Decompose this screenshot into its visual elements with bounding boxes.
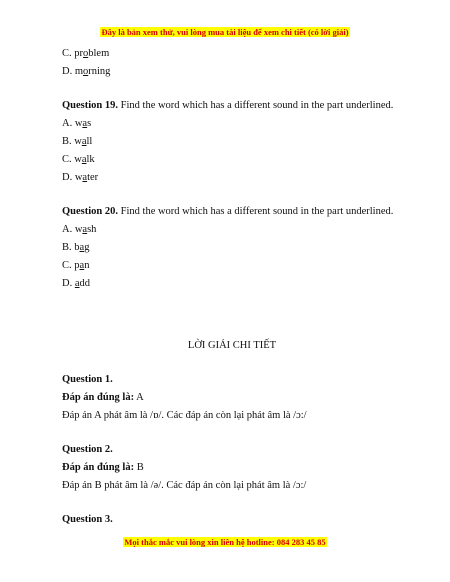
option-line: A. was [62,118,92,129]
option-line: D. add [62,278,91,289]
preview-notice-banner [0,27,450,37]
document-body [62,45,402,529]
solutions-title: LỜI GIẢI CHI TIẾT [187,340,277,351]
option-line: C. walk [62,154,95,165]
solution-question-heading: Question 2. [62,444,113,455]
solution-explanation: Đáp án B phát âm là /ə/. Các đáp án còn lại phát âm là /ɔ:/ [62,480,307,491]
hotline-notice-banner [0,537,450,547]
option-line: C. pan [62,260,90,271]
solution-question-heading: Question 3. [62,514,113,525]
question-number: Question 19. [62,100,119,111]
solution-answer: Đáp án đúng là: A [62,392,144,403]
option-line: A. wash [62,224,97,235]
preview-notice-text: Đây là bản xem thử, vui lòng mua tài liệu để xem chi tiết (có lời giải) [101,27,349,37]
option-line: D. morning [62,66,111,77]
solution-explanation: Đáp án A phát âm là /ɒ/. Các đáp án còn lại phát âm là /ɔ:/ [62,410,307,421]
solution-question-heading: Question 1. [62,374,113,385]
option-line: B. bag [62,242,90,253]
solution-answer: Đáp án đúng là: B [62,462,144,473]
option-line: C. problem [62,48,110,59]
question-number: Question 20. [62,206,119,217]
question-20-prompt: Question 20. Find the word which has a different sound in the part underlined. [62,206,394,217]
hotline-notice-text: Mọi thắc mắc vui lòng xin liên hệ hotline: 084 283 45 85 [124,537,326,547]
option-line: B. wall [62,136,93,147]
option-line: D. water [62,172,99,183]
question-19-prompt: Question 19. Find the word which has a different sound in the part underlined. [62,100,394,111]
